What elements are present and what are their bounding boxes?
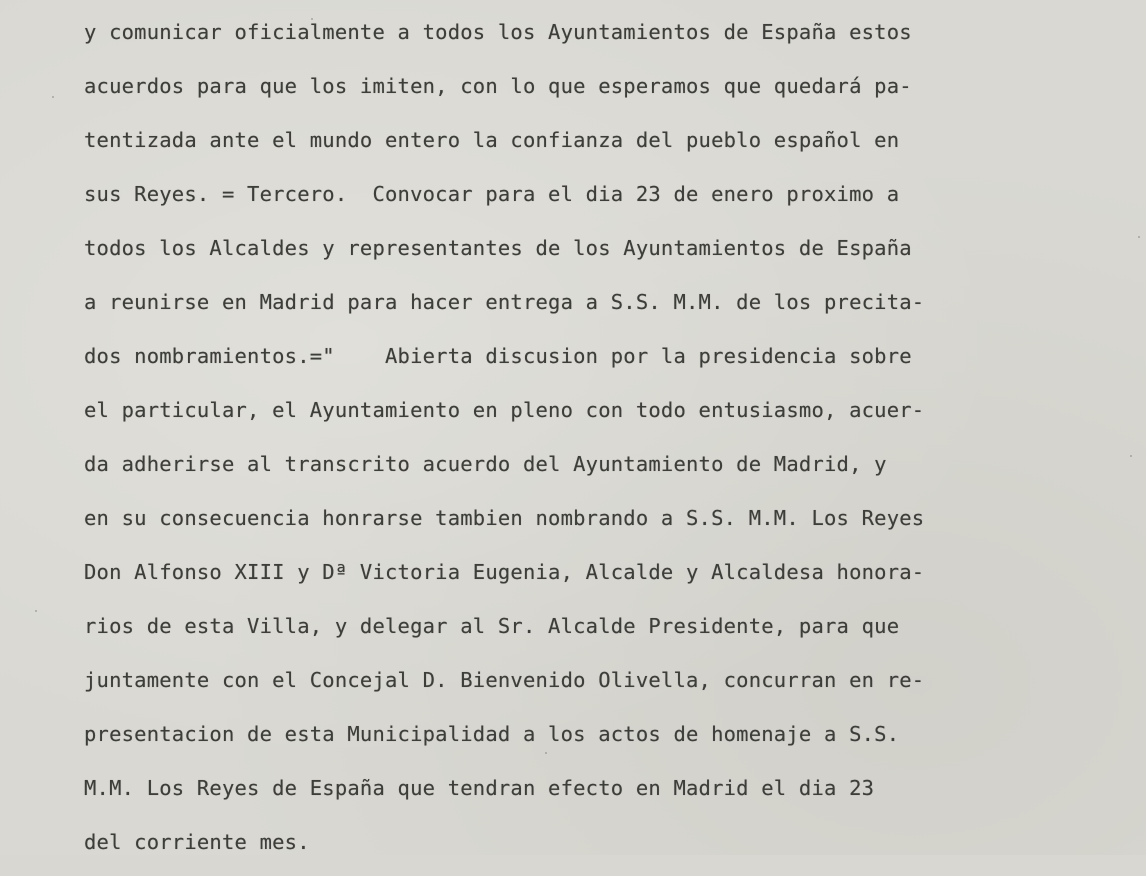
paper-speck: [1130, 455, 1132, 457]
text-line: juntamente con el Concejal D. Bienvenido Olivella, concurran en re-: [84, 668, 925, 692]
text-line: rios de esta Villa, y delegar al Sr. Alcalde Presidente, para que: [84, 614, 900, 638]
text-line: M.M. Los Reyes de España que tendran efecto en Madrid el dia 23: [84, 776, 875, 800]
paper-speck: [52, 96, 54, 98]
text-line: sus Reyes. = Tercero. Convocar para el dia 23 de enero proximo a: [84, 182, 900, 206]
paper-speck: [1138, 236, 1140, 238]
text-line: da adherirse al transcrito acuerdo del Ayuntamiento de Madrid, y: [84, 452, 887, 476]
text-line: en su consecuencia honrarse tambien nombrando a S.S. M.M. Los Reyes: [84, 506, 925, 530]
text-line: y comunicar oficialmente a todos los Ayuntamientos de España estos: [84, 20, 912, 44]
text-line: presentacion de esta Municipalidad a los actos de homenaje a S.S.: [84, 722, 900, 746]
text-line: todos los Alcaldes y representantes de los Ayuntamientos de España: [84, 236, 912, 260]
text-line: dos nombramientos.=" Abierta discusion por la presidencia sobre: [84, 344, 912, 368]
text-line: a reunirse en Madrid para hacer entrega a S.S. M.M. de los precita-: [84, 290, 925, 314]
text-line: Don Alfonso XIII y Dª Victoria Eugenia, Alcalde y Alcaldesa honora-: [84, 560, 925, 584]
text-line: tentizada ante el mundo entero la confianza del pueblo español en: [84, 128, 900, 152]
document-body: [84, 12, 924, 876]
text-line: el particular, el Ayuntamiento en pleno con todo entusiasmo, acuer-: [84, 398, 925, 422]
paper-speck: [35, 610, 37, 612]
text-line: acuerdos para que los imiten, con lo que esperamos que quedará pa-: [84, 74, 912, 98]
text-line: del corriente mes.: [84, 830, 310, 854]
